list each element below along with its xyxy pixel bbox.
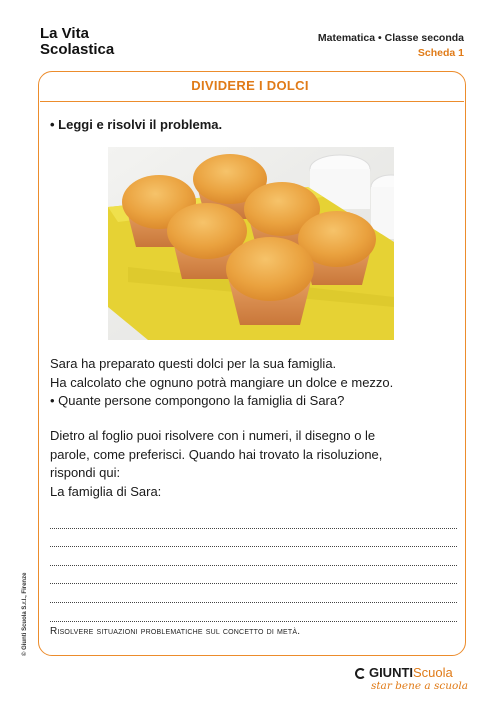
problem-line: Ha calcolato che ognuno potrà mangiare un dolce e mezzo. (50, 374, 394, 390)
answer-line[interactable] (50, 603, 457, 622)
instruction-text: • Leggi e risolvi il problema. (50, 117, 223, 132)
brand-name (355, 666, 468, 680)
answer-line[interactable] (50, 566, 457, 585)
brand-tagline: star bene a scuola (370, 680, 468, 692)
hint-line: parole, come preferisci. Quando hai trovato la risoluzione, (50, 446, 383, 462)
question-line: • Quante persone compongono la famiglia di Sara? (50, 393, 345, 408)
answer-line[interactable] (50, 584, 457, 603)
muffins-photo (108, 147, 394, 340)
magazine-logo (40, 26, 114, 58)
problem-text (50, 355, 393, 411)
hint-line: Dietro al foglio puoi risolvere con i numeri, il disegno o le (50, 428, 376, 443)
hint-line: rispondi qui: (50, 465, 121, 480)
title-divider (40, 101, 464, 102)
subject-label: Matematica • Classe seconda (317, 32, 464, 44)
brand-scuola: Scuola (413, 665, 453, 680)
brand-giunti: GIUNTI (368, 665, 414, 680)
answer-area[interactable] (50, 510, 457, 622)
logo-line-2: Scolastica (40, 41, 115, 58)
giunti-logo-icon (355, 668, 366, 679)
publisher-brand (355, 666, 468, 692)
copyright-notice: © Giunti Scuola S.r.l., Firenze (22, 572, 28, 656)
worksheet-title: DIVIDERE I DOLCI (191, 78, 309, 93)
hint-text (50, 427, 382, 501)
answer-line[interactable] (50, 529, 457, 548)
sheet-meta (318, 31, 464, 61)
answer-line[interactable] (50, 547, 457, 566)
problem-line: Sara ha preparato questi dolci per la sua famiglia. (50, 356, 337, 371)
logo-line-1: La Vita (40, 25, 89, 42)
answer-prompt: La famiglia di Sara: (50, 483, 162, 499)
answer-line[interactable] (50, 510, 457, 529)
sheet-number: Scheda 1 (417, 47, 464, 59)
learning-objective: Risolvere situazioni problematiche sul concetto di metà. (50, 626, 301, 637)
